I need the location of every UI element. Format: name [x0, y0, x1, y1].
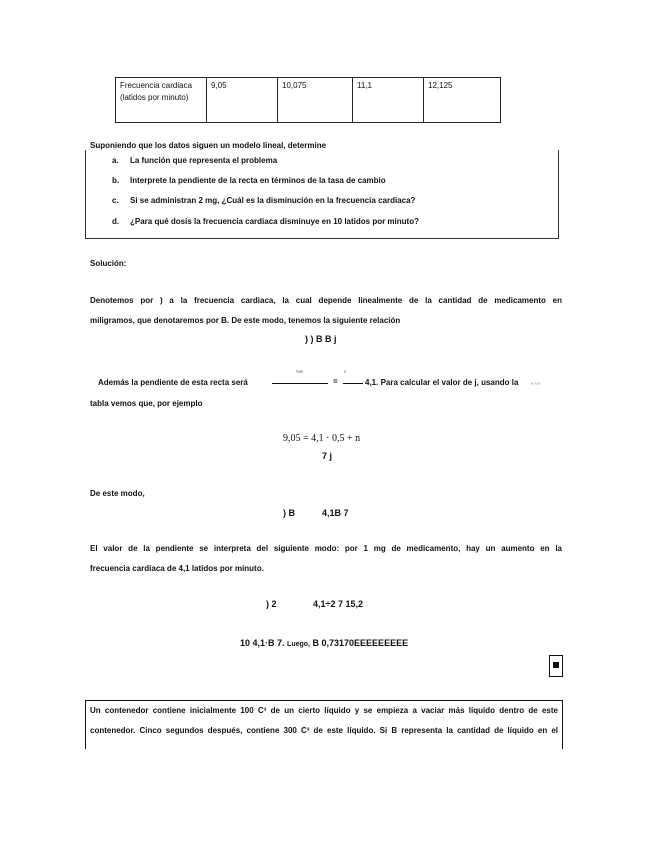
equation: 4,1B 7: [322, 508, 349, 518]
questions-box: [85, 150, 559, 239]
fraction-bar: [272, 383, 328, 384]
paragraph-line: contenedor. Cinco segundos después, contiene 300 C³ de este líquido. Si B representa la cantidad de líquido en el: [90, 726, 558, 735]
paragraph-line: Denotemos por ) a la frecuencia cardiaca, la cual depende linealmente de la cantidad de medicamento en: [90, 296, 562, 305]
paragraph-line: Un contenedor contiene inicialmente 100 C³ de un cierto líquido y se empieza a vaciar más líquido dentro de este: [90, 706, 558, 715]
table-header-cell: Frecuencia cardiaca (latidos por minuto): [116, 78, 207, 123]
equation: 9,05 = 4,1 · 0,5 + n: [283, 433, 361, 444]
equation: ) 2: [266, 599, 277, 609]
equation-part: B 0,73170EEEEEEEEE: [312, 638, 409, 648]
question-text: Interprete la pendiente de la recta en términos de la tasa de cambio: [130, 176, 386, 185]
paragraph-line: miligramos, que denotaremos por B. De este modo, tenemos la siguiente relación: [90, 316, 401, 325]
paragraph-line: tabla vemos que, por ejemplo: [90, 399, 203, 408]
fraction-numerator: ₐ: [344, 368, 346, 374]
paragraph-line: De este modo,: [90, 489, 145, 498]
paragraph-line: frecuencia cardiaca de 4,1 latidos por minuto.: [90, 564, 264, 573]
table-cell: 11,1: [353, 78, 424, 123]
equation: ) ) B B j: [305, 334, 337, 344]
fraction-bar: [343, 383, 363, 384]
question-text: Si se administran 2 mg, ¿Cuál es la disminución en la frecuencia cardiaca?: [130, 196, 416, 205]
table-cell: 12,125: [424, 78, 501, 123]
paragraph-line: 4,1. Para calcular el valor de j, usando la: [365, 378, 519, 387]
equation: 7 j: [322, 451, 333, 461]
table-cell: 10,075: [278, 78, 353, 123]
question-text: La función que representa el problema: [130, 156, 278, 165]
question-letter: d.: [112, 217, 120, 226]
question-text: ¿Para qué dosis la frecuencia cardiaca disminuye en 10 latidos por minuto?: [130, 217, 419, 226]
table-cell: 9,05: [207, 78, 278, 123]
frequency-table: [115, 77, 501, 123]
equation-part: Luego,: [287, 641, 310, 648]
paragraph-line: Además la pendiente de esta recta será: [98, 378, 248, 387]
subscript-text: ᵣ, ᵣ, ᵣ,: [531, 380, 541, 386]
equation-part: 10 4,1·B 7.: [240, 638, 285, 648]
question-letter: b.: [112, 176, 120, 185]
fraction-numerator: ᵣᵣ,ₐₐ: [296, 368, 303, 374]
table-row: [116, 78, 501, 123]
end-of-proof-icon: [549, 655, 563, 677]
problem-box: [85, 700, 563, 749]
equation: ) B: [283, 508, 295, 518]
question-letter: c.: [112, 196, 119, 205]
intro-text: Suponiendo que los datos siguen un modelo lineal, determine: [90, 141, 327, 150]
equals-sign: =: [333, 377, 338, 386]
equation: [240, 638, 408, 648]
equation: 4,1÷2 7 15,2: [313, 599, 363, 609]
paragraph-line: El valor de la pendiente se interpreta del siguiente modo: por 1 mg de medicamento, hay un aumento en la: [90, 544, 562, 553]
question-letter: a.: [112, 156, 119, 165]
solution-title: Solución:: [90, 259, 127, 268]
